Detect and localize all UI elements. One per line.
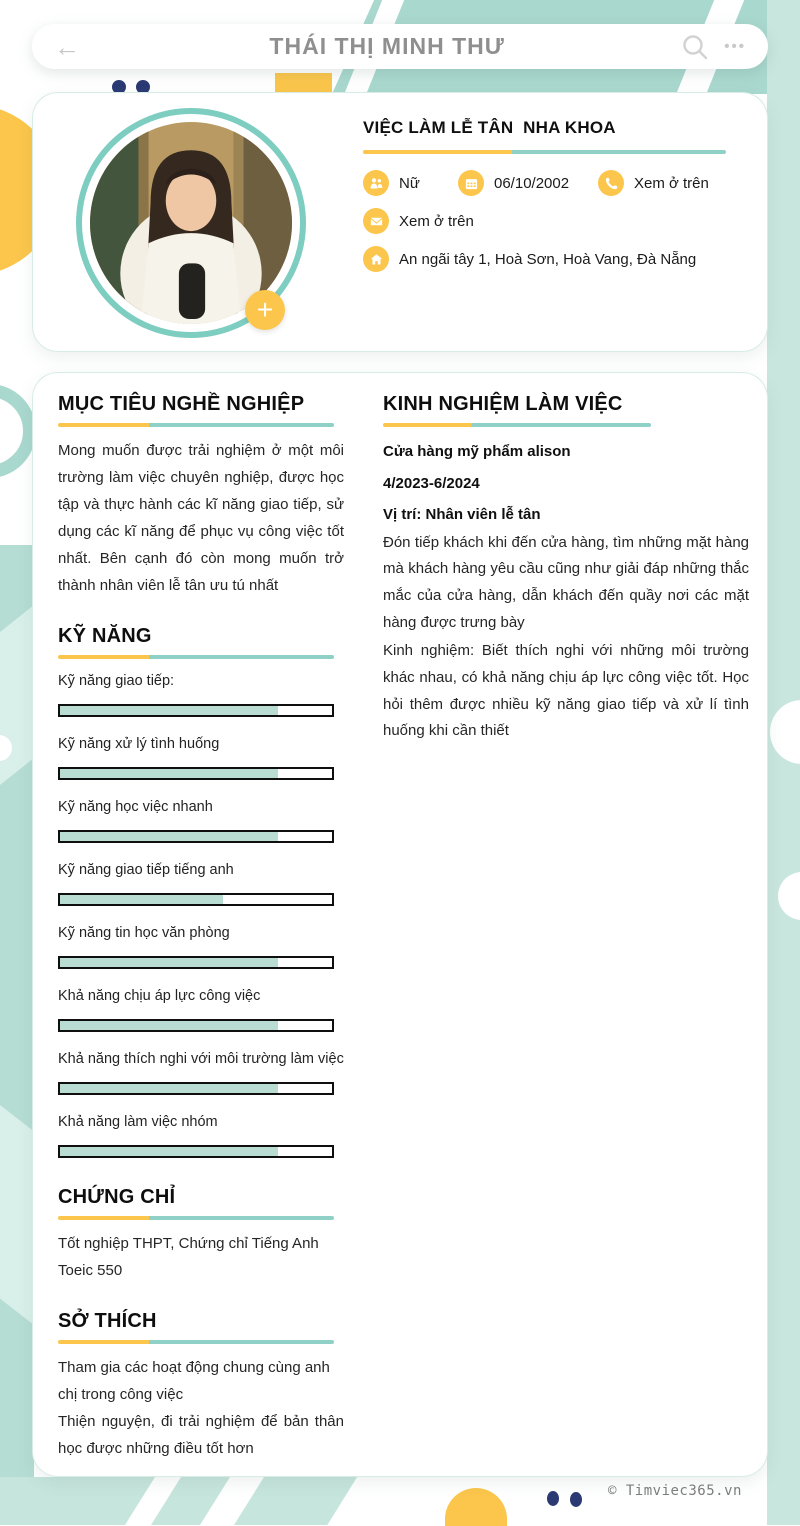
skill-item <box>58 799 344 843</box>
skill-progress-fill <box>60 1147 278 1156</box>
skill-progress-bar <box>58 1145 334 1158</box>
left-teal-ring <box>0 384 36 478</box>
skill-progress-bar <box>58 767 334 780</box>
experience-period: 4/2023-6/2024 <box>383 474 480 492</box>
objective-text: Mong muốn được trải nghiệm ở một môi trường làm việc chuyên nghiệp, được học tập và thực hành các kĩ năng giao tiếp, sử dụng các kĩ năng để phục vụ công việc tốt nhất. Bên cạnh đó còn mong muốn trở thành nhân viên lễ tân ưu tú nhất <box>58 442 344 594</box>
hobby-line: Thiện nguyện, đi trải nghiệm để bản thân học được những điều tốt hơn <box>58 1413 344 1457</box>
envelope-icon <box>363 208 389 234</box>
section-underline <box>58 1216 334 1220</box>
copyright-text: © Timviec365.vn <box>608 1483 742 1499</box>
skill-progress-fill <box>60 958 278 967</box>
skill-item <box>58 673 344 717</box>
decor-patch <box>0 1105 34 1325</box>
profile-info <box>363 118 743 272</box>
skill-progress-bar <box>58 1082 334 1095</box>
skill-label: Kỹ năng học việc nhanh <box>58 799 213 815</box>
section-underline <box>58 1340 334 1344</box>
skill-progress-fill <box>60 706 278 715</box>
skill-label: Kỹ năng giao tiếp: <box>58 673 175 689</box>
skill-label: Khả năng chịu áp lực công việc <box>58 988 261 1004</box>
skill-label: Khả năng làm việc nhóm <box>58 1114 218 1130</box>
address-value: An ngãi tây 1, Hoà Sơn, Hoà Vang, Đà Nẵng <box>399 250 697 268</box>
experience-position: Vị trí: Nhân viên lễ tân <box>383 506 541 523</box>
skill-item <box>58 988 344 1032</box>
section-underline <box>383 423 651 427</box>
home-icon <box>363 246 389 272</box>
hobbies-heading: SỞ THÍCH <box>58 1310 157 1332</box>
cv-body-card <box>32 372 768 1477</box>
decor-dot <box>570 1492 582 1507</box>
skill-item <box>58 1051 344 1095</box>
skill-progress-bar <box>58 893 334 906</box>
phone-value: Xem ở trên <box>634 174 709 192</box>
diagonal-stripe <box>196 1477 267 1525</box>
skill-progress-bar <box>58 1019 334 1032</box>
email-value: Xem ở trên <box>399 212 474 230</box>
experience-company: Cửa hàng mỹ phẩm alison <box>383 443 571 460</box>
left-column <box>58 393 344 1462</box>
gender-value: Nữ <box>399 174 420 192</box>
diagonal-stripe <box>121 1477 184 1525</box>
birthday-value: 06/10/2002 <box>494 174 570 192</box>
skill-progress-fill <box>60 895 223 904</box>
skill-label: Kỹ năng xử lý tình huống <box>58 736 220 752</box>
skill-item <box>58 1114 344 1158</box>
decor-circle <box>770 700 800 764</box>
skills-heading: KỸ NĂNG <box>58 625 152 647</box>
skill-progress-fill <box>60 1021 278 1030</box>
skill-progress-bar <box>58 830 334 843</box>
more-options-button[interactable]: ••• <box>724 38 746 55</box>
right-teal-band <box>767 0 800 1525</box>
section-underline <box>58 423 334 427</box>
certificates-heading: CHỨNG CHỈ <box>58 1186 176 1208</box>
skill-label: Khả năng thích nghi với môi trường làm việc <box>58 1051 344 1067</box>
skill-item <box>58 862 344 906</box>
job-title: VIỆC LÀM LỄ TÂN NHA KHOA <box>363 118 616 137</box>
objective-heading: MỤC TIÊU NGHỀ NGHIỆP <box>58 393 305 415</box>
decor-dot <box>547 1491 559 1506</box>
skill-label: Kỹ năng giao tiếp tiếng anh <box>58 862 234 878</box>
calendar-icon <box>458 170 484 196</box>
skill-item <box>58 736 344 780</box>
skill-progress-fill <box>60 832 278 841</box>
experience-detail: Kinh nghiệm: Biết thích nghi với những môi trường khác nhau, có khả năng chịu áp lực công việc tốt. Học hỏi thêm được nhiều kỹ năng giao tiếp và xử lí tình huống khi cần thiết <box>383 642 749 740</box>
decor-circle <box>778 872 800 920</box>
profile-card <box>32 92 768 352</box>
skill-progress-fill <box>60 1084 278 1093</box>
skill-progress-bar <box>58 956 334 969</box>
skill-progress-fill <box>60 769 278 778</box>
add-photo-button[interactable]: + <box>245 290 285 330</box>
search-icon[interactable] <box>680 32 710 62</box>
footer-yellow-dome <box>445 1488 507 1526</box>
skill-label: Kỹ năng tin học văn phòng <box>58 925 230 941</box>
skill-progress-bar <box>58 704 334 717</box>
phone-icon <box>598 170 624 196</box>
page-title: THÁI THỊ MINH THƯ <box>269 33 505 59</box>
header-bar <box>32 24 768 69</box>
experience-description: Đón tiếp khách khi đến cửa hàng, tìm những mặt hàng mà khách hàng yêu cầu cũng như giải đáp những thắc mắc của cửa hàng, dẫn khách đến quầy nơi các mặt hàng được trưng bày <box>383 533 749 631</box>
left-teal-band <box>0 545 34 1525</box>
skills-list <box>58 673 344 1158</box>
certificates-text: Tốt nghiệp THPT, Chứng chỉ Tiếng Anh Toeic 550 <box>58 1235 319 1279</box>
person-pair-icon <box>363 170 389 196</box>
bottom-teal-strip <box>0 1477 372 1525</box>
hobby-line: Tham gia các hoạt động chung cùng anh chị trong công việc <box>58 1359 330 1403</box>
back-button[interactable]: ← <box>54 31 80 62</box>
section-underline <box>58 655 334 659</box>
title-underline <box>363 150 726 154</box>
right-column <box>383 393 749 745</box>
experience-heading: KINH NGHIỆM LÀM VIỆC <box>383 393 623 415</box>
skill-item <box>58 925 344 969</box>
